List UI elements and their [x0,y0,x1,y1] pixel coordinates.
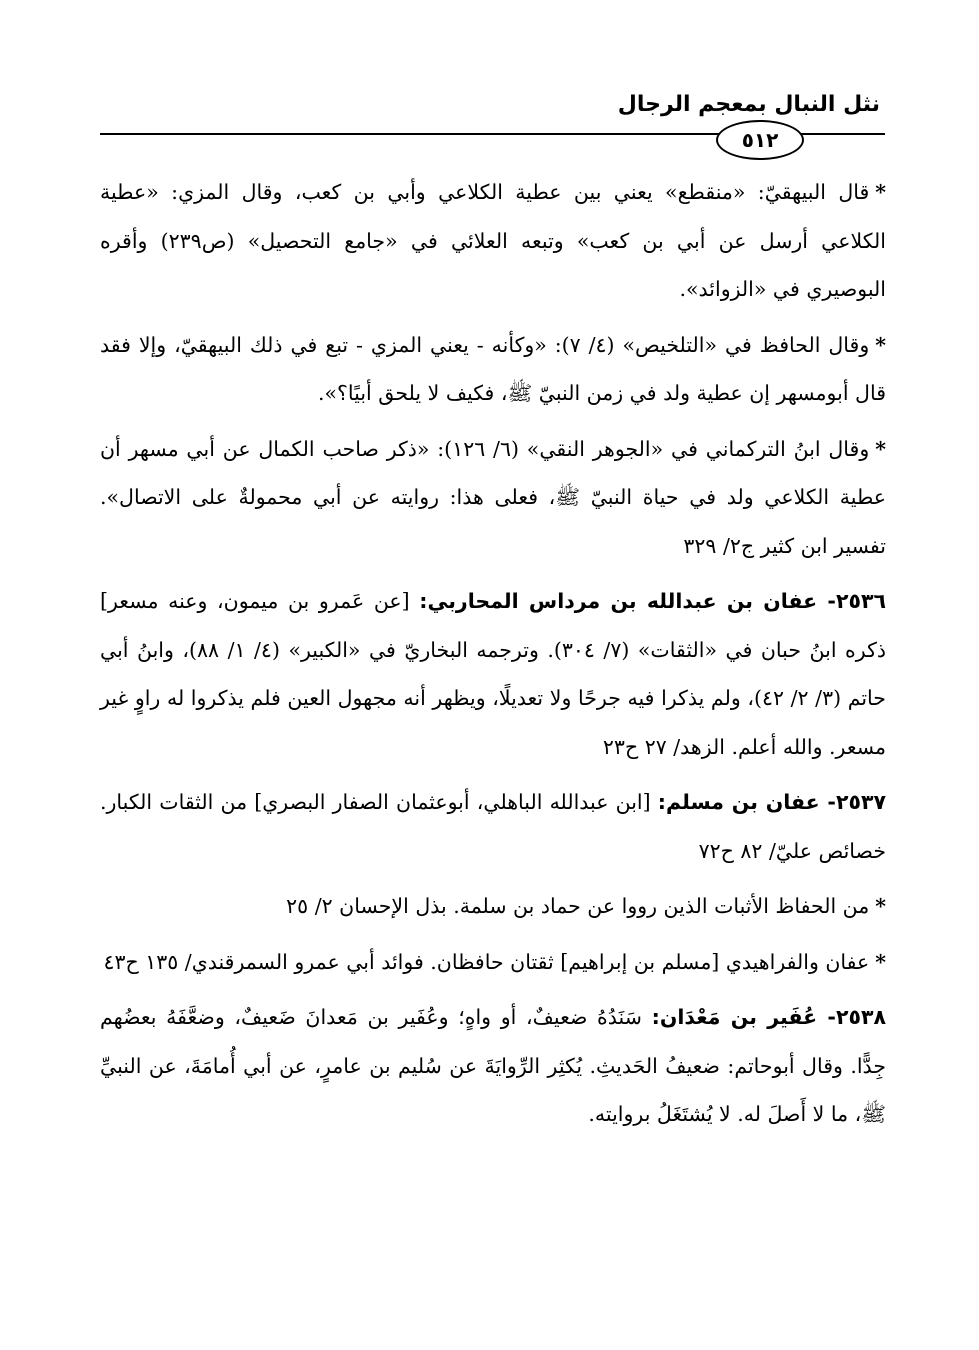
paragraph-3 [100,425,886,571]
paragraph-2 [100,321,886,418]
entry-text: سَنَدُهُ ضعيفٌ، أو واهٍ؛ وعُفَير بن مَعدانَ ضَعيفٌ، وضعَّفَهُ بعضُهم جِدًّا. وقال أبوحاتم: ضعيفُ الحَديثِ. يُكثِر الرِّوايَةَ عن سُليم بن عامرٍ، عن أبي أُمامَةَ، عن النبيِّ ﷺ، ما لا أَصلَ له. لا يُشتَغَلُ بروايته. [100,1005,886,1126]
entry-heading: ٢٥٣٧- عفان بن مسلم: [657,790,886,814]
running-header-title: نثل النبال بمعجم الرجال [617,92,880,117]
paragraph-text: عفان والفراهيدي [مسلم بن إبراهيم] ثقتان حافظان. فوائد أبي عمرو السمرقندي/ ١٣٥ ح٤٣ [103,949,870,974]
entry-heading: ٢٥٣٦- عفان بن عبدالله بن مرداس المحاربي: [419,589,886,613]
asterisk-marker: * [875,894,886,918]
asterisk-marker: * [875,949,886,974]
paragraph-6 [100,882,886,931]
page-body [100,168,886,1146]
asterisk-marker: * [875,436,886,461]
entry-text: [عن عَمرو بن ميمون، وعنه مسعر] ذكره ابنُ حبان في «الثقات» (٧/ ٣٠٤). وترجمه البخاريّ في «الكبير» (٤/ ١/ ٨٨)، وابنُ أبي حاتم (٣/ ٢/ ٤٢)، ولم يذكرا فيه جرحًا ولا تعديلًا، ويظهر أنه مجهول العين فلم يذكروا له راوٍ غير مسعر. والله أعلم. الزهد/ ٢٧ ح٢٣ [100,589,886,759]
asterisk-marker: * [875,332,886,357]
paragraph-text: وقال الحافظ في «التلخيص» (٤/ ٧): «وكأنه - يعني المزي - تبع في ذلك البيهقيّ، وإلا فقد قال أبومسهر إن عطية ولد في زمن النبيّ ﷺ، فكيف لا يلحق أبيًا؟». [100,332,886,405]
entry-2538 [100,993,886,1139]
entry-2536 [100,577,886,771]
page-number: ٥١٢ [716,120,804,160]
entry-2537 [100,778,886,875]
entry-text: [ابن عبدالله الباهلي، أبوعثمان الصفار البصري] من الثقات الكبار. خصائص عليّ/ ٨٢ ح٧٢ [100,790,886,863]
entry-heading: ٢٥٣٨- عُفَير بن مَعْدَان: [651,1005,886,1029]
paragraph-text: من الحفاظ الأثبات الذين رووا عن حماد بن سلمة. بذل الإحسان ٢/ ٢٥ [286,894,870,918]
paragraph-text: قال البيهقيّ: «منقطع» يعني بين عطية الكلاعي وأبي بن كعب، وقال المزي: «عطية الكلاعي أرسل عن أبي بن كعب» وتبعه العلائي في «جامع التحصيل» (ص٢٣٩) وأقره البوصيري في «الزوائد». [100,180,886,301]
paragraph-1 [100,168,886,314]
paragraph-7 [100,938,886,987]
paragraph-text: وقال ابنُ التركماني في «الجوهر النقي» (٦/ ١٢٦): «ذكر صاحب الكمال عن أبي مسهر أن عطية الكلاعي ولد في حياة النبيّ ﷺ، فعلى هذا: روايته عن أبي محمولةٌ على الاتصال». تفسير ابن كثير ج٢/ ٣٢٩ [100,436,886,558]
asterisk-marker: * [875,180,886,204]
